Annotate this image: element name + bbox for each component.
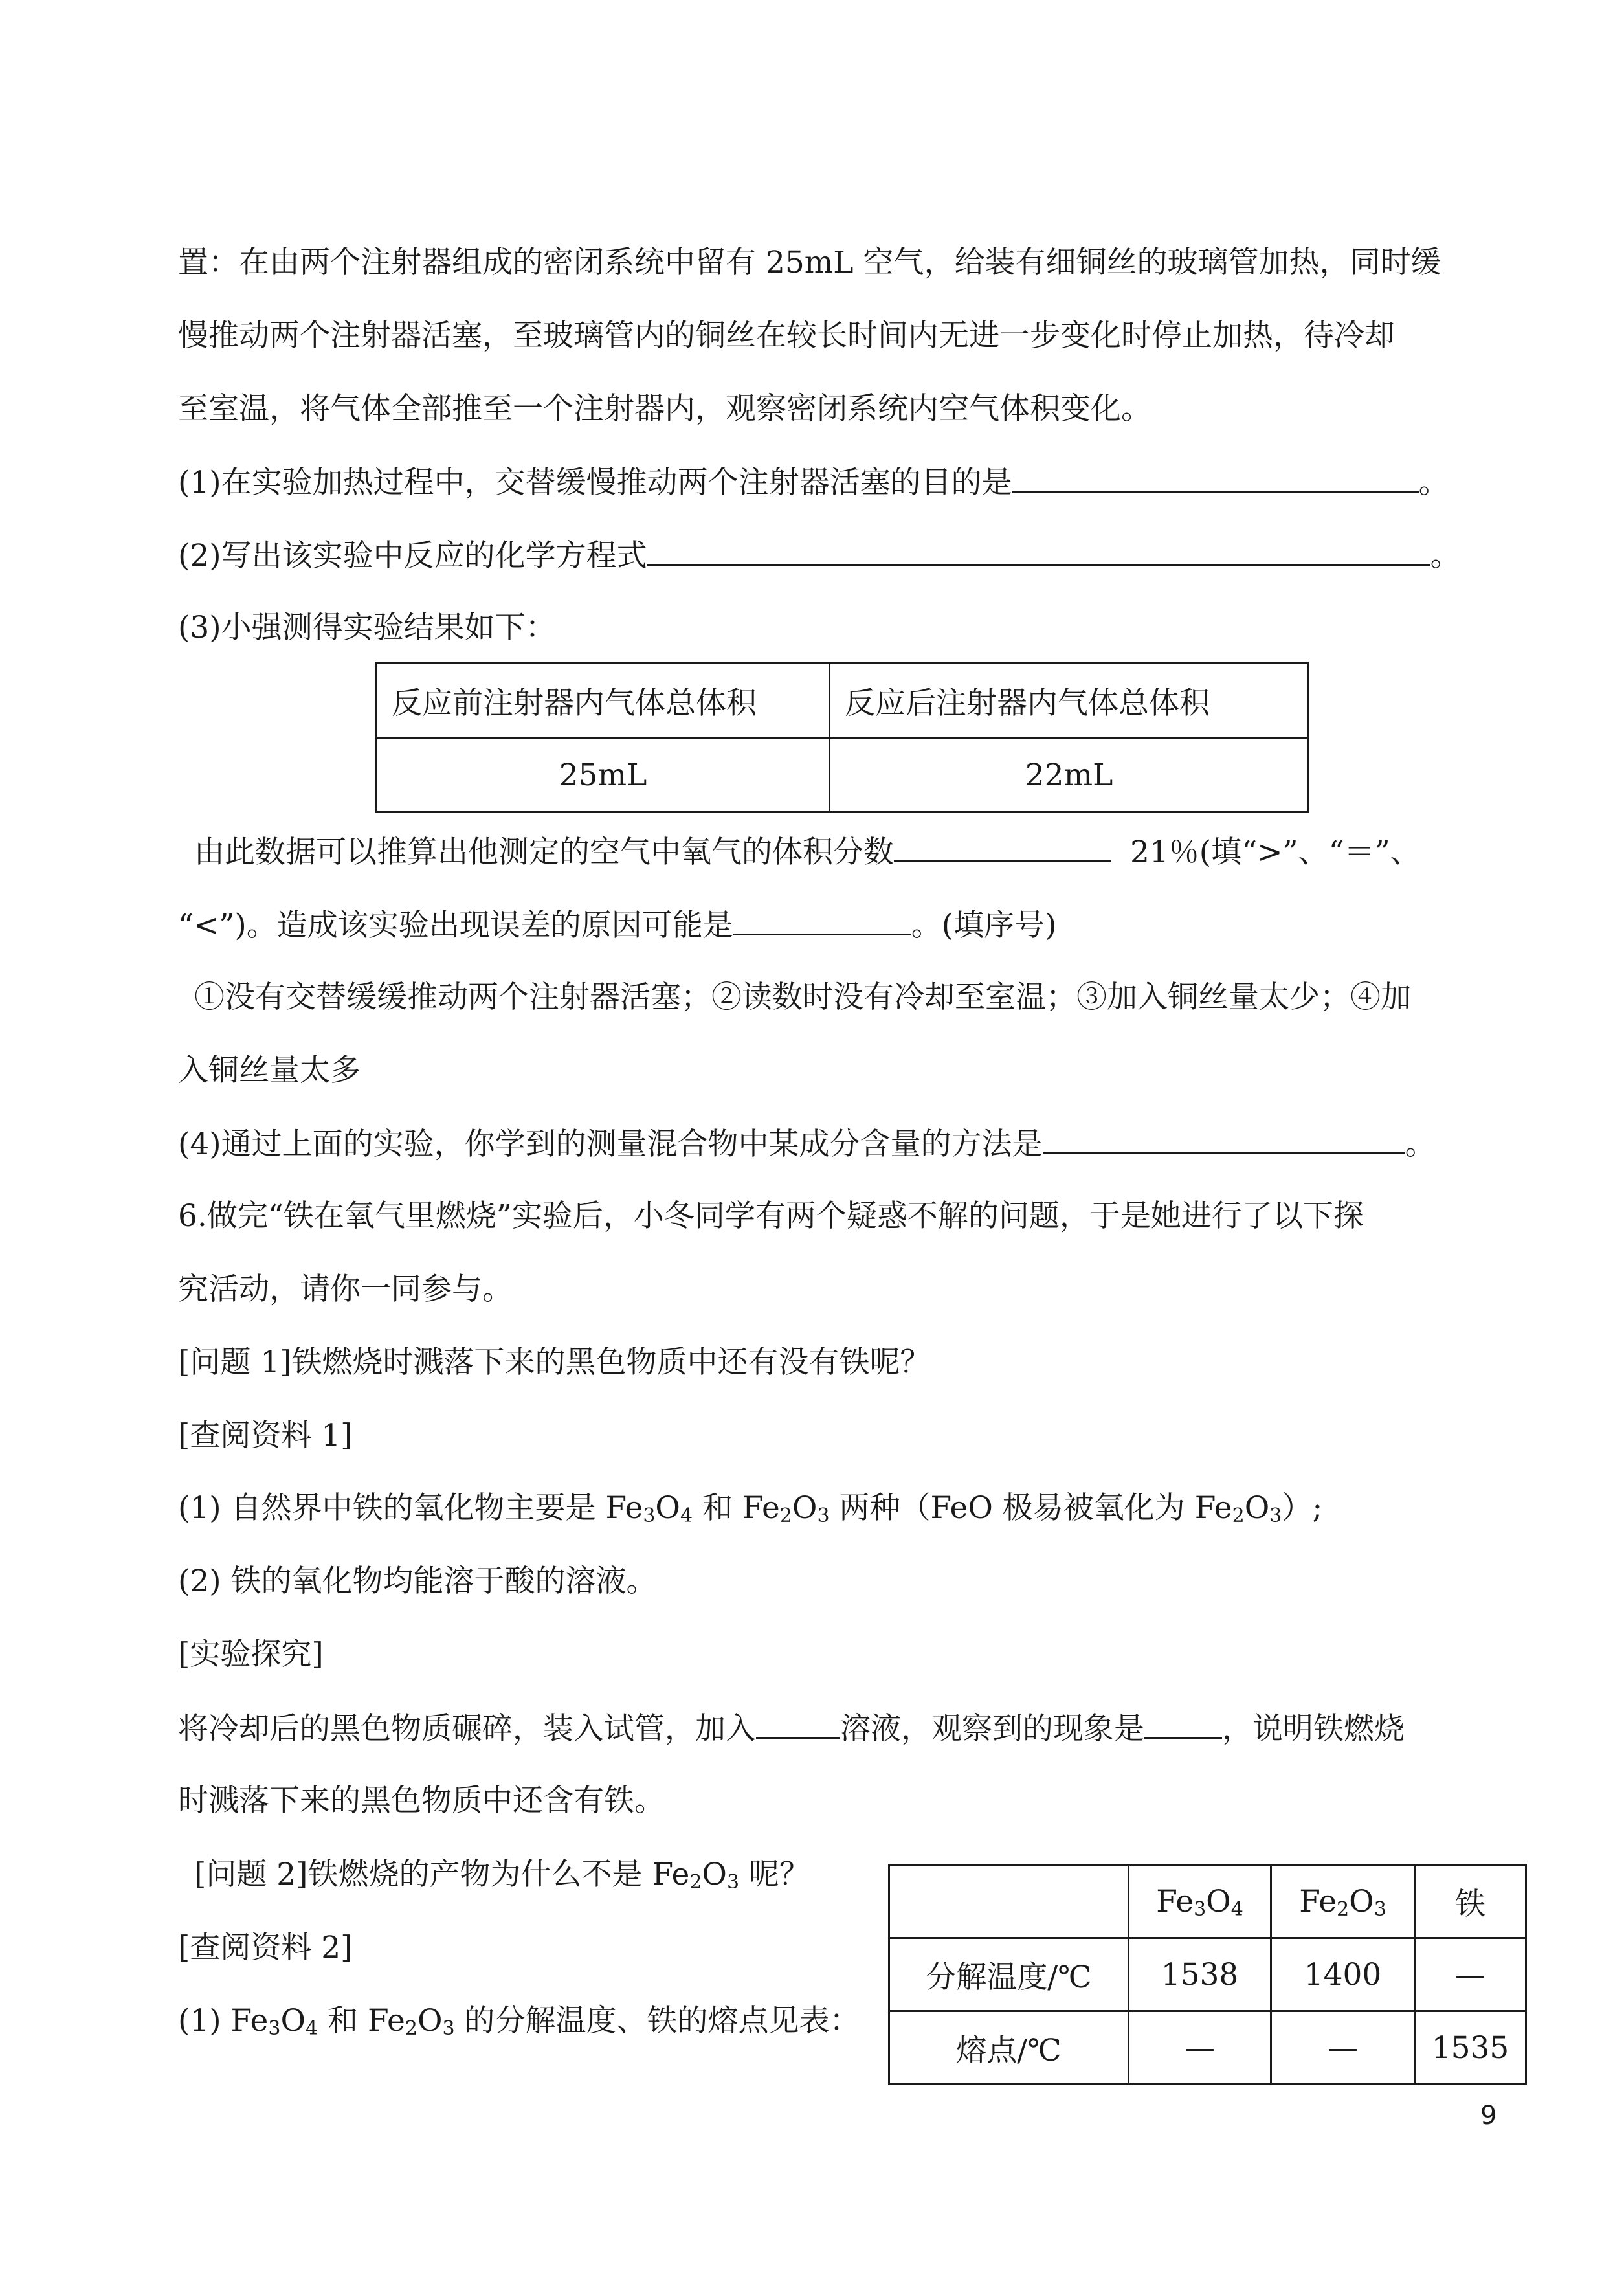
question-1-text: (1)在实验加热过程中，交替缓慢推动两个注射器活塞的目的是 [178, 465, 1012, 500]
answer-blank-3[interactable] [894, 831, 1111, 862]
reference-2-title: [查阅资料 2] [178, 1930, 353, 1965]
experiment-text-1a: 将冷却后的黑色物质碾碎，装入试管，加入 [178, 1711, 756, 1747]
answer-blank-4[interactable] [733, 904, 911, 935]
question-4 [178, 1123, 1511, 1165]
answer-blank-7[interactable] [1144, 1707, 1222, 1739]
intro-line-2: 慢推动两个注射器活塞，至玻璃管内的铜丝在较长时间内无进一步变化时停止加热，待冷却 [178, 318, 1395, 353]
question-6-line-2: 究活动，请你一同参与。 [178, 1271, 513, 1307]
page-number: 9 [1480, 2101, 1497, 2131]
question-1 [178, 461, 1511, 504]
problem-1: [问题 1]铁燃烧时溅落下来的黑色物质中还有没有铁呢？ [178, 1345, 931, 1380]
result-table [375, 662, 1309, 813]
answer-blank-5[interactable] [1043, 1123, 1405, 1154]
options-line-1: ①没有交替缓缓推动两个注射器活塞；②读数时没有冷却至室温；③加入铜丝量太少；④加 [194, 979, 1411, 1015]
cell-r2c1: — [1129, 2011, 1271, 2085]
question-2 [178, 534, 1511, 577]
corner-cell [889, 1865, 1129, 1938]
followup-text-2a: “<”)。造成该实验出现误差的原因可能是 [178, 908, 733, 943]
problem-2: [问题 2]铁燃烧的产物为什么不是 $Fe_2O_3$ 呢？ [194, 1857, 810, 1894]
header-after: 反应后注射器内气体总体积 [830, 664, 1309, 738]
row-label-decomposition: 分解温度/℃ [889, 1938, 1129, 2011]
answer-blank-2[interactable] [647, 534, 1430, 566]
followup-text-1b: 21％(填“>”、“＝”、 [1130, 834, 1421, 870]
value-after: 22mL [830, 738, 1309, 812]
reference-1-title: [查阅资料 1] [178, 1418, 353, 1453]
experiment-text-1b: 溶液，观察到的现象是 [840, 1711, 1144, 1747]
intro-line-3: 至室温，将气体全部推至一个注射器内，观察密闭系统内空气体积变化。 [178, 391, 1151, 427]
experiment-line-2: 时溅落下来的黑色物质中还含有铁。 [178, 1783, 665, 1818]
cell-r1c2: 1400 [1271, 1938, 1415, 2011]
question-3: (3)小强测得实验结果如下： [178, 610, 556, 645]
experiment-line-1 [178, 1707, 1511, 1750]
answer-blank-1[interactable] [1012, 461, 1419, 493]
question-1-end: 。 [1418, 465, 1449, 500]
reference-1-item-2: (2) 铁的氧化物均能溶于酸的溶液。 [178, 1563, 657, 1599]
answer-blank-6[interactable] [756, 1707, 840, 1739]
cell-r1c3: — [1415, 1938, 1526, 2011]
experiment-text-1c: ，说明铁燃烧 [1222, 1711, 1405, 1747]
col-fe2o3: $Fe_2O_3$ [1271, 1865, 1415, 1938]
question-4-text: (4)通过上面的实验，你学到的测量混合物中某成分含量的方法是 [178, 1126, 1043, 1162]
header-before: 反应前注射器内气体总体积 [377, 664, 830, 738]
cell-r2c2: — [1271, 2011, 1415, 2085]
question-6-line-1: 6.做完“铁在氧气里燃烧”实验后，小冬同学有两个疑惑不解的问题，于是她进行了以下探 [178, 1198, 1364, 1234]
options-line-2: 入铜丝量太多 [178, 1053, 361, 1088]
reference-1-item-1: (1) 自然界中铁的氧化物主要是 $Fe_3O_4$ 和 $Fe_2O_3$ 两种（FeO 极易被氧化为 $Fe_2O_3$）; [178, 1490, 1323, 1527]
intro-line-1: 置：在由两个注射器组成的密闭系统中留有 25mL 空气，给装有细铜丝的玻璃管加热，同时缓 [178, 245, 1441, 280]
question-4-end: 。 [1405, 1126, 1436, 1162]
col-fe3o4: $Fe_3O_4$ [1129, 1865, 1271, 1938]
row-label-melting: 熔点/℃ [889, 2011, 1129, 2085]
reference-2-item-1: (1) $Fe_3O_4$ 和 $Fe_2O_3$ 的分解温度、铁的熔点见表： [178, 2003, 860, 2040]
followup-line-2 [178, 904, 1511, 946]
followup-text-1a: 由此数据可以推算出他测定的空气中氧气的体积分数 [194, 834, 894, 870]
decomposition-table [888, 1864, 1527, 2085]
question-2-end: 。 [1430, 538, 1461, 574]
question-2-text: (2)写出该实验中反应的化学方程式 [178, 538, 647, 574]
cell-r2c3: 1535 [1415, 2011, 1526, 2085]
value-before: 25mL [377, 738, 830, 812]
followup-line-1 [194, 831, 1528, 873]
cell-r1c1: 1538 [1129, 1938, 1271, 2011]
experiment-title: [实验探究] [178, 1637, 324, 1672]
followup-text-2b: 。(填序号) [911, 908, 1057, 943]
col-iron: 铁 [1415, 1865, 1526, 1938]
